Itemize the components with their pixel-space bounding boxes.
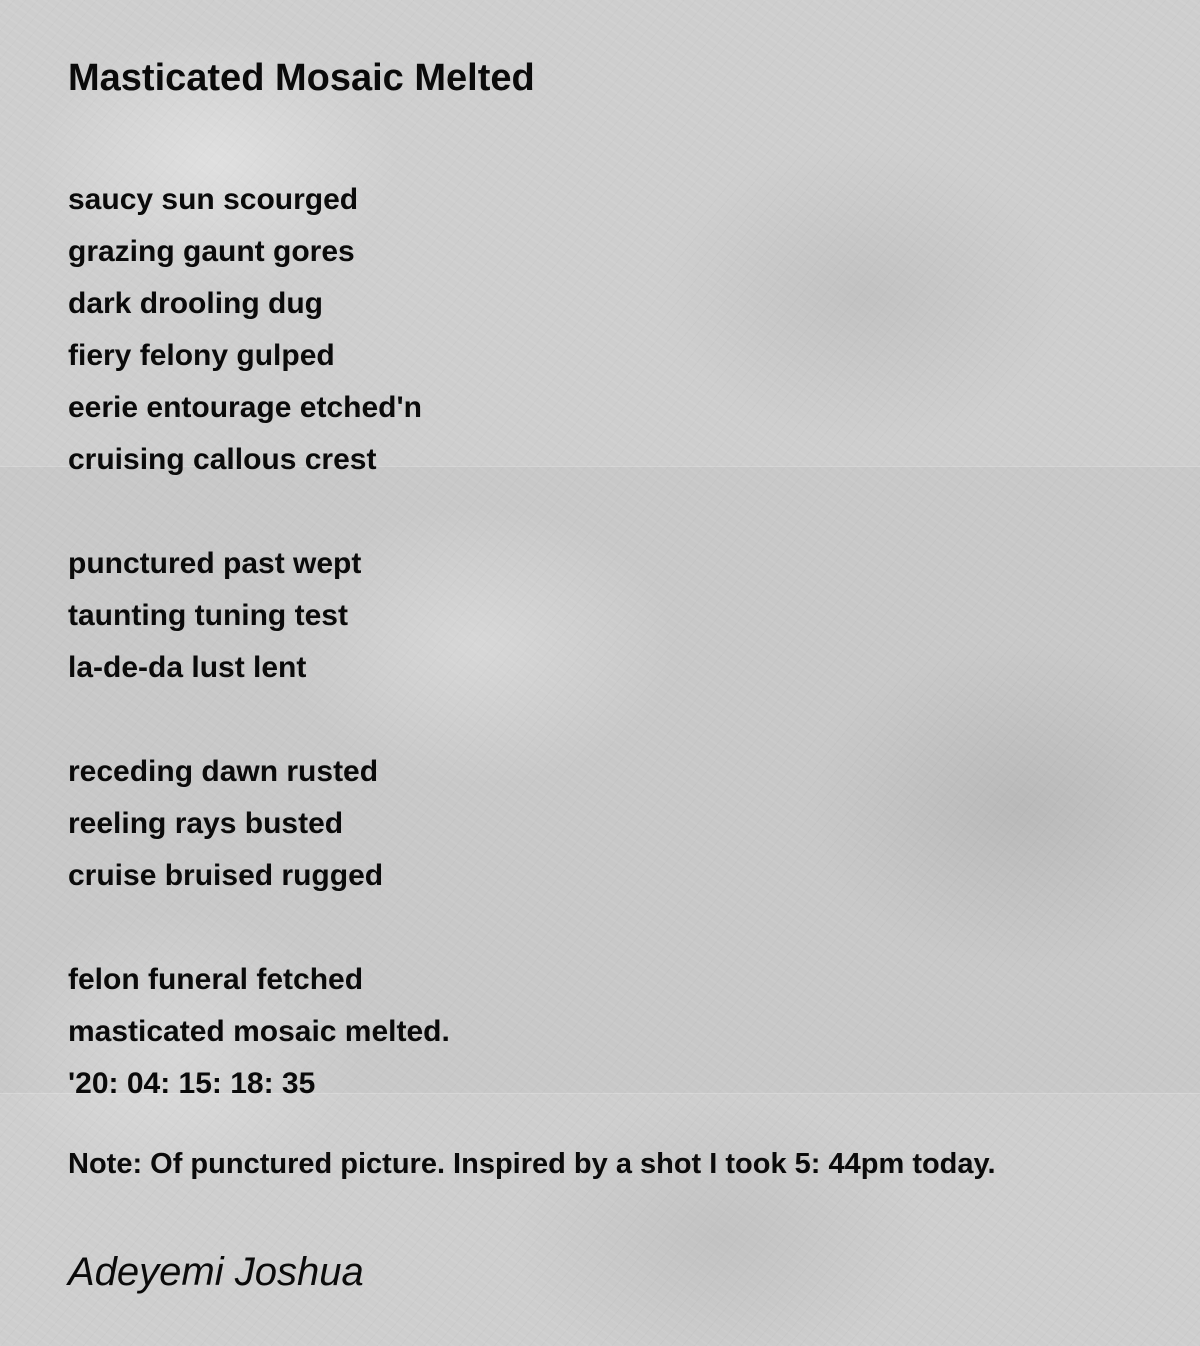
poem-line: fiery felony gulped xyxy=(68,339,335,372)
poem-line: masticated mosaic melted. xyxy=(68,1015,450,1048)
poem-line: cruising callous crest xyxy=(68,443,377,476)
poem-line: taunting tuning test xyxy=(68,599,348,632)
poem-line: punctured past wept xyxy=(68,547,362,580)
stanza-3 xyxy=(68,746,1168,902)
stanza-4 xyxy=(68,954,1168,1110)
poem-line: reeling rays busted xyxy=(68,807,344,840)
stanza-1 xyxy=(68,174,1168,486)
poem-body xyxy=(68,174,1168,1110)
poem-line: cruise bruised rugged xyxy=(68,859,384,892)
poem-date-line: '20: 04: 15: 18: 35 xyxy=(68,1067,316,1100)
stanza-2 xyxy=(68,538,1168,694)
poem-line: felon funeral fetched xyxy=(68,963,364,996)
poem-line: eerie entourage etched'n xyxy=(68,391,422,424)
poem-author: Adeyemi Joshua xyxy=(68,1250,364,1294)
poem-content xyxy=(68,52,1168,1162)
poem-line: receding dawn rusted xyxy=(68,755,379,788)
poem-line: dark drooling dug xyxy=(68,287,323,320)
poem-line: grazing gaunt gores xyxy=(68,235,355,268)
poem-note: Note: Of punctured picture. Inspired by a shot I took 5: 44pm today. xyxy=(68,1148,996,1180)
poem-title: Masticated Mosaic Melted xyxy=(68,57,535,99)
poem-line: saucy sun scourged xyxy=(68,183,359,216)
poem-line: la-de-da lust lent xyxy=(68,651,307,684)
